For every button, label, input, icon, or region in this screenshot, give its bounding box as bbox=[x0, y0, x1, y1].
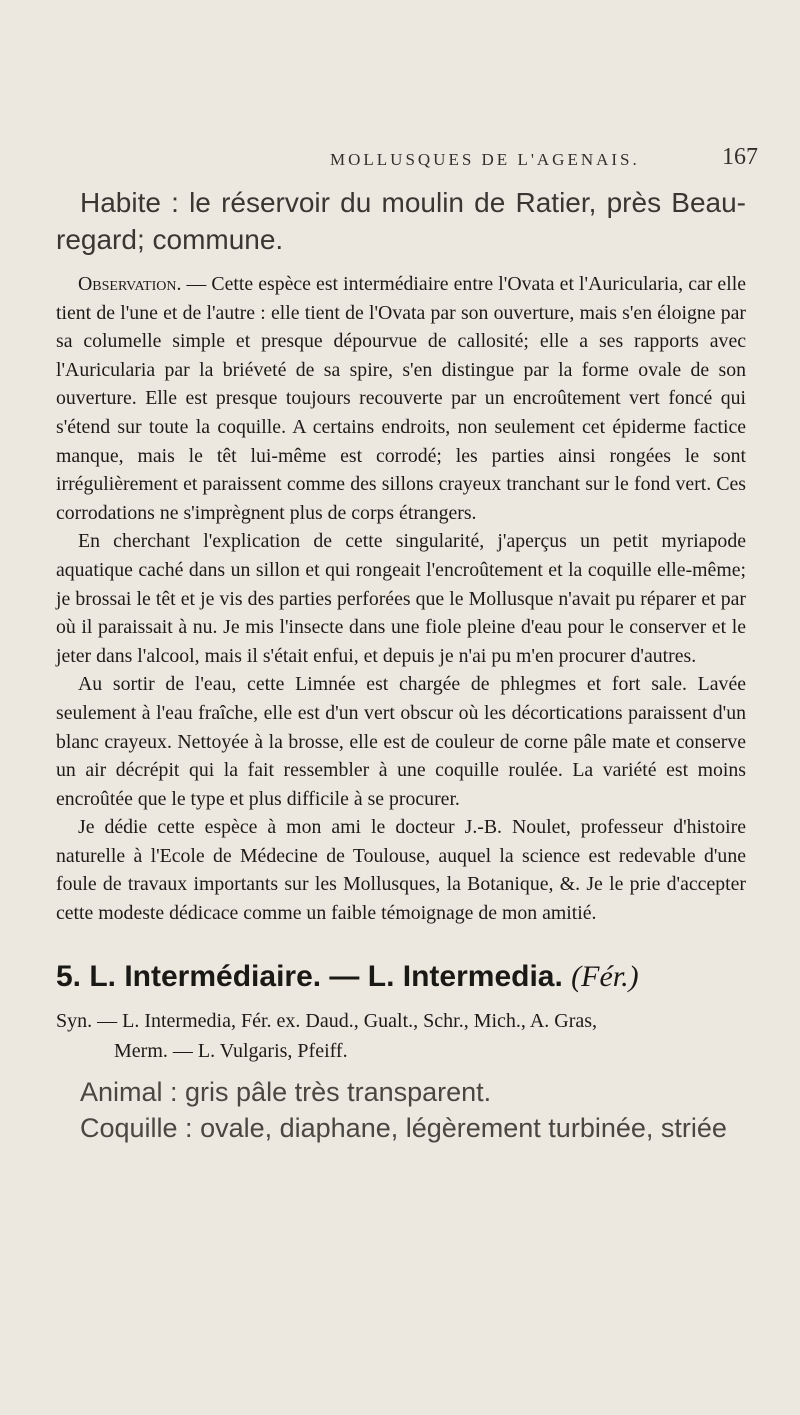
species-authority: (Fér.) bbox=[571, 959, 639, 993]
synonymy-line-1: Syn. — L. Intermedia, Fér. ex. Daud., Gualt., Schr., Mich., A. Gras, bbox=[56, 1009, 598, 1032]
synonymy bbox=[56, 1006, 746, 1066]
observation-paragraph-2: En cherchant l'explication de cette singularité, j'aperçus un petit myriapode aquatique caché dans un sillon et qui rongeait l'encroûtement et la coquille elle-même; je brossai le têt et je vis des parties perforées que le Mollusque n'avait pu réparer et par où il paraissait à nu. Je mis l'insecte dans une fiole pleine d'eau pour le conserver et le jeter dans l'alcool, mais il s'était enfui, et depuis je n'ai pu m'en procurer d'autres. bbox=[56, 530, 746, 667]
animal-description: Animal : gris pâle très transparent. bbox=[80, 1076, 492, 1107]
synonymy-line-2: Merm. — L. Vulgaris, Pfeiff. bbox=[114, 1039, 348, 1062]
observation-paragraph-3: Au sortir de l'eau, cette Limnée est chargée de phlegmes et fort sale. Lavée seulement à l'eau fraîche, elle est d'un vert obscur où les décortications paraissent d'un blanc crayeux. Nettoyée à la brosse, elle est de couleur de corne pâle mate et conserve un air décrépit qui la fait ressembler à une coquille roulée. La variété est moins encroûtée que le type et plus difficile à se procurer. bbox=[56, 673, 746, 810]
observation-paragraph-4: Je dédie cette espèce à mon ami le docteur J.-B. Noulet, professeur d'histoire naturelle à l'Ecole de Médecine de Toulouse, auquel la science est redevable d'une foule de travaux importants sur les Mollusques, la Botanique, &. Je le prie d'accepter cette modeste dédicace comme un faible témoignage de mon amitié. bbox=[56, 816, 746, 925]
observation-text-1: — Cette espèce est intermédiaire entre l'Ovata et l'Auricularia, car elle tient de l'une et de l'autre : elle tient de l'Ovata par son ouverture, mais s'en éloigne par sa columelle simple et presque dépourvue de callosité; elle a ses rapports avec l'Auricularia par la briéveté de sa spire, s'en distingue par la forme ovale de son ouverture. Elle est presque toujours recouverte par un encroûtement vert foncé qui s'étend sur toute la coquille. A certains endroits, non seulement cet épiderme factice manque, mais le têt lui-même est corrodé; les parties ainsi rongées le sont irrégulièrement et paraissent comme des sillons crayeux tranchant sur le fond vert. Ces corrodations ne s'imprègnent plus de corps étrangers. bbox=[56, 273, 746, 524]
page-header bbox=[0, 144, 800, 180]
observation-label: Observation. bbox=[78, 273, 182, 295]
page-number: 167 bbox=[722, 144, 758, 170]
species-heading bbox=[56, 958, 746, 996]
observation-paragraph-1 bbox=[56, 270, 746, 527]
species-heading-text: 5. L. Intermédiaire. — L. Intermedia. bbox=[56, 959, 563, 993]
coquille-description: Coquille : ovale, diaphane, légèrement turbinée, striée bbox=[80, 1112, 727, 1143]
habitat-paragraph: Habite : le réservoir du moulin de Ratier, près Beau-regard; commune. bbox=[56, 187, 746, 255]
running-head: MOLLUSQUES DE L'AGENAIS. bbox=[330, 150, 640, 169]
body-text bbox=[56, 184, 746, 1146]
section-spacer bbox=[56, 928, 746, 958]
